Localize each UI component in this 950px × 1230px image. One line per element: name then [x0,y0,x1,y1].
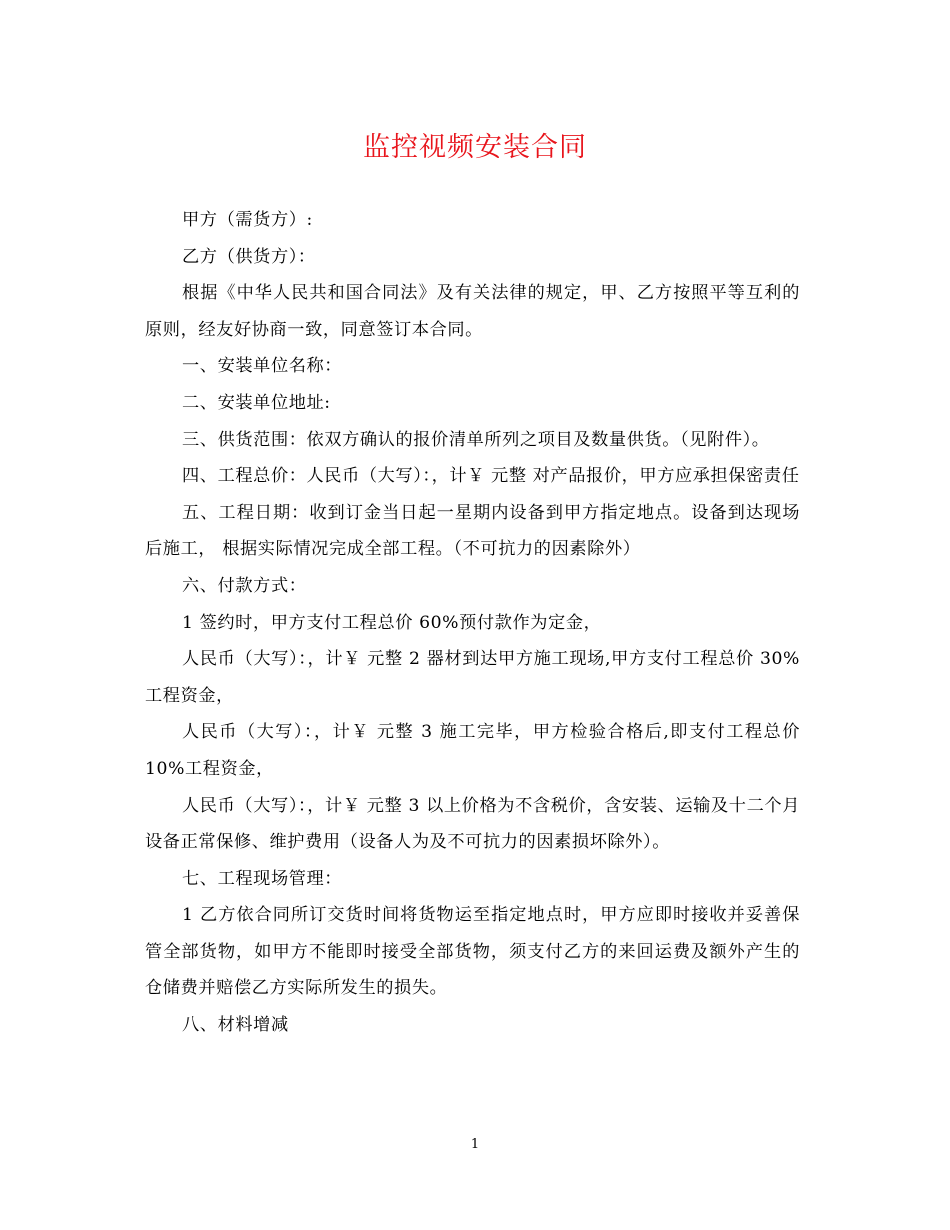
payment-item-3: 人民币（大写）：，计￥ 元整 3 施工完毕，甲方检验合格后,即支付工程总价 10%工程资金， [145,722,800,779]
clause-2-install-unit-address: 二、安装单位地址: [182,392,331,413]
clause-6-payment-method: 六、付款方式： [182,575,307,596]
contract-body [145,202,800,1044]
party-a-line: 甲方（需货方）: [182,210,313,230]
site-management-item-1: 1 乙方依合同所订交货时间将货物运至指定地点时，甲方应即时接收并妥善保管全部货物，如甲方不能即时接受全部货物，须支付乙方的来回运费及额外产生的仓储费并赔偿乙方实际所发生的损失。 [145,905,800,999]
payment-item-4: 人民币（大写）：，计￥ 元整 3 以上价格为不含税价，含安装、运输及十二个月设备正常保修、维护费用（设备人为及不可抗力的因素损坏除外）。 [145,795,800,853]
clause-4-total-price: 四、工程总价：人民币（大写）：，计￥ 元整 对产品报价，甲方应承担保密责任 [182,466,800,487]
page-number: 1 [470,1137,480,1152]
payment-item-1: 1 签约时，甲方支付工程总价 60%预付款作为定金， [182,612,602,633]
clause-1-install-unit-name: 一、安装单位名称： [182,356,343,377]
clause-8-material-changes: 八、材料增减 [182,1015,289,1036]
clause-3-supply-scope: 三、供货范围：依双方确认的报价清单所列之项目及数量供货。（见附件）。 [182,429,770,450]
preamble-paragraph: 根据《中华人民共和国合同法》及有关法律的规定，甲、乙方按照平等互利的原则，经友好协商一致，同意签订本合同。 [145,283,800,340]
clause-5-project-date: 五、工程日期：收到订金当日起一星期内设备到甲方指定地点。设备到达现场后施工， 根据实际情况完成全部工程。（不可抗力的因素除外） [145,502,800,560]
party-b-line: 乙方（供货方）： [182,246,316,267]
document-title: 监控视频安装合同 [363,132,587,163]
payment-item-2: 人民币（大写）：，计￥ 元整 2 器材到达甲方施工现场,甲方支付工程总价 30%工程资金， [145,649,800,706]
clause-7-site-management: 七、工程现场管理： [182,868,343,889]
